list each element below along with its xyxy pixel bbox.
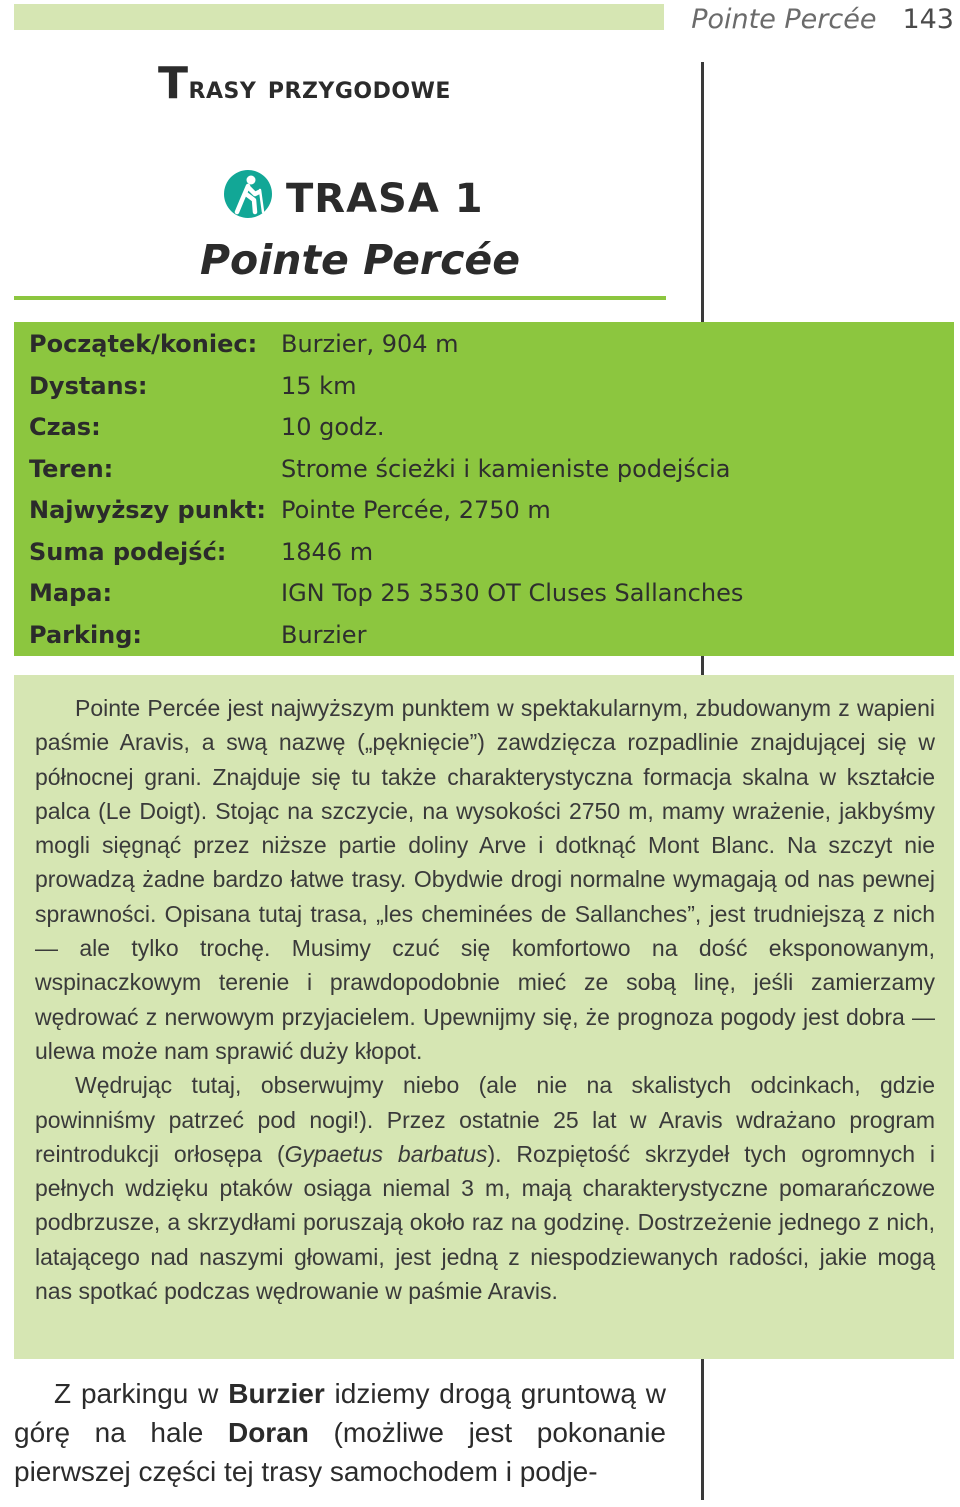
route-body-text bbox=[14, 1374, 666, 1491]
info-value: Burzier, 904 m bbox=[281, 330, 459, 358]
info-value: 10 godz. bbox=[281, 413, 385, 441]
info-value: IGN Top 25 3530 OT Cluses Sallanches bbox=[281, 579, 744, 607]
description-text bbox=[35, 691, 935, 1308]
title-rule bbox=[14, 296, 666, 300]
info-label: Czas: bbox=[29, 413, 101, 441]
route-info-box bbox=[14, 322, 954, 656]
description-text-part: Wędrując tutaj, obserwujmy niebo (ale nie na skalistych odcinkach, gdzie powinniśmy patrzeć pod nogi!). Przez ostatnie 25 lat w Aravis wdrażano program reintrodukcji orłosępa ( bbox=[35, 1072, 935, 1167]
section-title-rest: rasy przygodowe bbox=[188, 68, 451, 106]
hiker-icon bbox=[224, 170, 272, 218]
description-text-part: ). Rozpiętość skrzydeł tych ogromnych i pełnych wdzięku ptaków osiąga niemal 3 m, mają charakterystyczne pomarańczowe podbrzusze, a skrzydłami poruszają około raz na godzinę. Dostrzeżenie jednego z nich, latającego nad naszymi głowami, jest jedną z niespodziewanych radości, jakie mogą nas spotkać podczas wędrowanie w paśmie Aravis. bbox=[35, 1140, 935, 1305]
header-bar bbox=[14, 4, 664, 30]
info-label: Suma podejść: bbox=[29, 537, 227, 566]
info-label: Mapa: bbox=[29, 579, 113, 607]
info-value: Strome ścieżki i kamieniste podejścia bbox=[281, 454, 731, 483]
description-paragraph-2 bbox=[35, 1068, 935, 1308]
info-value: 1846 m bbox=[281, 537, 374, 566]
info-label: Początek/koniec: bbox=[29, 330, 258, 358]
body-text-part: Z parkingu w bbox=[54, 1378, 229, 1409]
body-text-part: (możliwe jest pokonanie pierwszej części tej trasy samochodem i podje- bbox=[14, 1417, 666, 1487]
place-name: Doran bbox=[227, 1417, 309, 1448]
description-box bbox=[14, 675, 954, 1359]
info-label: Parking: bbox=[29, 620, 143, 649]
route-name: Pointe Percée bbox=[200, 236, 521, 284]
description-paragraph-1: Pointe Percée jest najwyższym punktem w spektakularnym, zbudowanym z wapieni paśmie Aravis, a swą nazwę („pęknięcie”) zawdzięcza rozpadlinie znajdującej się w północnej grani. Znajduje się tu także charakterystyczna formacja skalna w kształcie palca (Le Doigt). Stojąc na szczycie, na wysokości 2750 m, mamy wrażenie, jakbyśmy mogli sięgnąć przez niższe partie doliny Arve i dotknąć Mont Blanc. Na szczyt nie prowadzą żadne bardzo łatwe trasy. Obydwie drogi normalne wymagają od nas pewnej sprawności. Opisana tutaj trasa, „les cheminées de Sallanches”, jest trudniejszą z nich — ale tylko trochę. Musimy czuć się komfortowo na dość eksponowanym, wspinaczkowym terenie i prawdopodobnie mieć ze sobą linę, jeśli zamierzamy wędrować z nerwowym przyjacielem. Upewnijmy się, że prognoza pogody jest dobra — ulewa może nam sprawić duży kłopot. bbox=[35, 695, 935, 1064]
species-name: Gypaetus barbatus bbox=[284, 1140, 488, 1167]
place-name: Burzier bbox=[228, 1378, 325, 1409]
info-label: Dystans: bbox=[29, 371, 148, 400]
info-value: 15 km bbox=[281, 371, 357, 400]
running-title: Pointe Percée bbox=[691, 4, 877, 35]
body-text-part: idziemy drogą gruntową w górę na hale bbox=[14, 1378, 666, 1448]
info-label: Najwyższy punkt: bbox=[29, 496, 266, 524]
page-number: 143 bbox=[902, 4, 954, 35]
info-value: Burzier bbox=[281, 620, 367, 649]
info-label: Teren: bbox=[29, 454, 114, 483]
running-header bbox=[691, 4, 954, 35]
section-title-initial: T bbox=[158, 58, 189, 109]
info-value: Pointe Percée, 2750 m bbox=[281, 496, 551, 524]
section-title bbox=[158, 58, 451, 109]
body-paragraph bbox=[14, 1374, 666, 1491]
route-label: TRASA 1 bbox=[286, 176, 484, 222]
